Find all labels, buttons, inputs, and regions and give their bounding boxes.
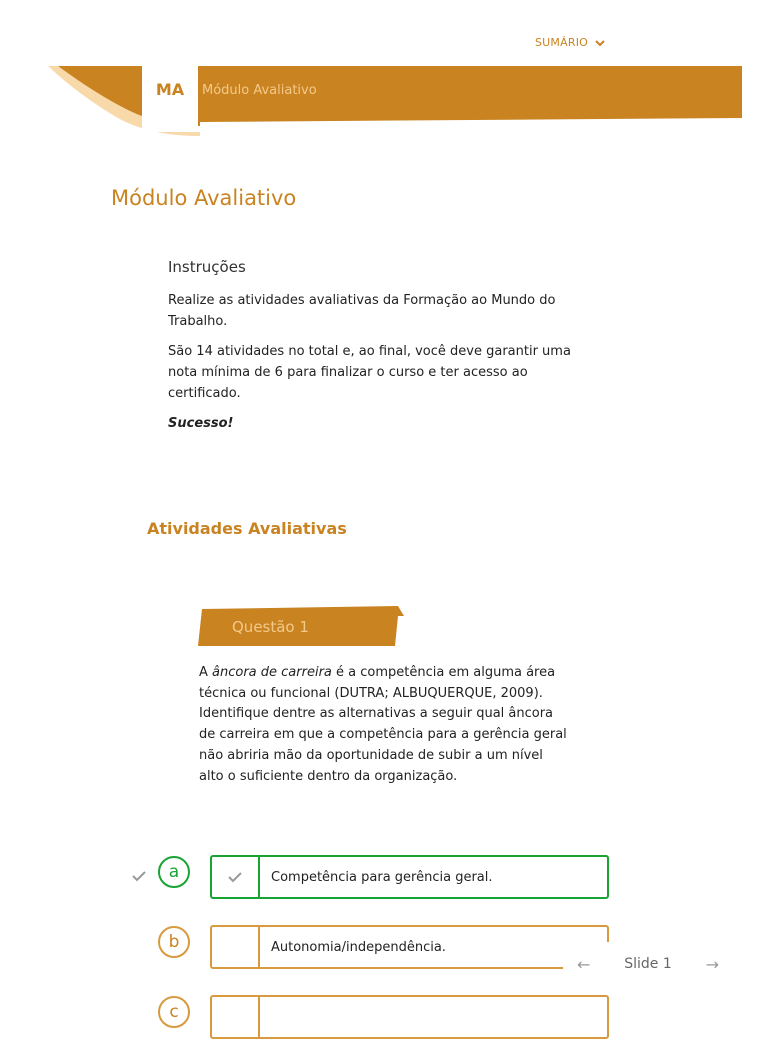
summary-label: SUMÁRIO: [535, 36, 588, 49]
question-prefix: A: [199, 665, 213, 680]
instructions-closing: Sucesso!: [168, 416, 234, 431]
option-marker-cell: [212, 927, 260, 967]
chevron-down-icon: [594, 37, 606, 49]
activities-section-title: Atividades Avaliativas: [147, 519, 347, 538]
check-icon: [130, 867, 148, 885]
module-banner: [0, 60, 768, 140]
arrow-left-icon[interactable]: ←: [577, 954, 591, 974]
option-letter: a: [158, 856, 190, 888]
summary-menu-button[interactable]: [535, 36, 606, 49]
page-title: Módulo Avaliativo: [111, 186, 297, 210]
check-icon: [212, 857, 260, 897]
option-b[interactable]: [130, 926, 610, 970]
question-rest: é a competência em alguma área técnica ou funcional (DUTRA; ALBUQUERQUE, 2009). Identifique dentre as alternativas a seguir qual âncora de carreira em que a competência para a gerência geral não abriria mão da oportunidade de subir a um nível alto o suficiente dentro da organização.: [199, 665, 567, 784]
banner-shape: [0, 60, 768, 140]
instructions-block: [168, 258, 598, 443]
option-text: Competência para gerência geral.: [271, 869, 493, 885]
option-box[interactable]: [210, 995, 609, 1039]
option-letter: b: [158, 926, 190, 958]
option-marker-cell: [212, 997, 260, 1037]
slide-navigation: [563, 942, 733, 986]
instructions-paragraph-2: São 14 atividades no total e, ao final, você deve garantir uma nota mínima de 6 para finalizar o curso e ter acesso ao certificado.: [168, 344, 571, 401]
question-label: Questão 1: [232, 618, 309, 636]
question-text: [199, 663, 569, 787]
option-box[interactable]: [210, 855, 609, 899]
banner-module-title: Módulo Avaliativo: [202, 83, 317, 98]
option-box[interactable]: [210, 925, 609, 969]
module-code-badge: MA: [142, 66, 198, 132]
option-letter: c: [158, 996, 190, 1028]
option-c[interactable]: [130, 996, 610, 1040]
arrow-right-icon[interactable]: →: [705, 954, 719, 974]
instructions-heading: Instruções: [168, 258, 246, 276]
option-text: Autonomia/independência.: [271, 939, 446, 955]
option-a[interactable]: [130, 856, 610, 900]
instructions-paragraph-1: Realize as atividades avaliativas da Formação ao Mundo do Trabalho.: [168, 293, 556, 329]
slide-label: Slide 1: [624, 956, 672, 972]
question-italic-term: âncora de carreira: [212, 665, 332, 680]
